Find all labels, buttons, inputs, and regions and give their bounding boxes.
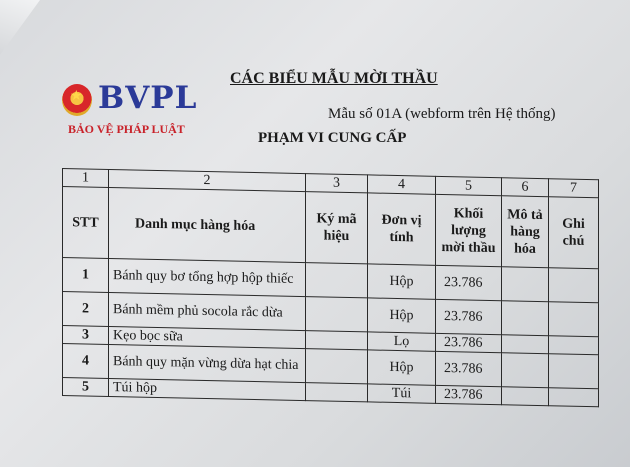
row-note <box>549 336 599 355</box>
form-number <box>328 106 555 123</box>
row-description <box>502 267 549 302</box>
row-quantity: 23.786 <box>436 299 502 334</box>
row-goods-name: Túi hộp <box>109 378 306 400</box>
row-goods-name: Kẹo bọc sữa <box>109 326 306 348</box>
header-row <box>63 187 599 269</box>
row-code <box>306 349 368 384</box>
logo-brand: BVPL <box>98 80 198 116</box>
row-stt: 5 <box>63 378 109 397</box>
row-goods-name: Bánh mềm phủ socola rắc dừa <box>109 292 306 330</box>
row-code <box>306 263 368 298</box>
header-stt: STT <box>63 187 109 259</box>
row-quantity: 23.786 <box>436 333 502 352</box>
header-code: Ký mã hiệu <box>306 192 368 264</box>
header-goods-list: Danh mục hàng hóa <box>109 187 306 262</box>
row-quantity: 23.786 <box>436 351 502 386</box>
column-number: 2 <box>109 169 306 191</box>
column-number: 4 <box>368 175 436 194</box>
row-quantity: 23.786 <box>436 385 502 404</box>
column-number: 7 <box>549 179 599 198</box>
row-description <box>502 353 549 388</box>
logo-tagline: BẢO VỆ PHÁP LUẬT <box>68 122 185 136</box>
row-note <box>549 388 599 407</box>
header-note: Ghi chú <box>549 197 599 269</box>
row-stt: 1 <box>63 258 109 293</box>
header-unit: Đơn vị tính <box>368 193 436 265</box>
column-number: 6 <box>502 178 549 197</box>
row-note <box>549 268 599 303</box>
row-stt: 3 <box>63 326 109 345</box>
header-quantity: Khối lượng mời thầu <box>436 194 502 266</box>
row-unit: Hộp <box>368 264 436 299</box>
form-label: Mẫu số 01A <box>328 106 402 122</box>
emblem-icon: ★ <box>62 84 92 116</box>
row-code <box>306 297 368 332</box>
row-description <box>502 301 549 336</box>
row-unit: Hộp <box>368 350 436 385</box>
row-unit: Hộp <box>368 298 436 333</box>
supply-scope-table <box>62 168 599 407</box>
row-note <box>549 354 599 389</box>
form-note: (webform trên Hệ thống) <box>405 106 556 122</box>
row-goods-name: Bánh quy mặn vừng dừa hạt chia <box>109 344 306 382</box>
row-note <box>549 302 599 337</box>
column-number: 3 <box>306 174 368 193</box>
column-number: 1 <box>63 169 109 188</box>
row-unit: Túi <box>368 384 436 403</box>
row-goods-name: Bánh quy bơ tổng hợp hộp thiếc <box>109 258 306 296</box>
row-stt: 2 <box>63 292 109 327</box>
row-quantity: 23.786 <box>436 265 502 300</box>
row-code <box>306 331 368 350</box>
row-unit: Lọ <box>368 332 436 351</box>
row-description <box>502 335 549 354</box>
page-corner <box>0 0 40 55</box>
header-description: Mô tả hàng hóa <box>502 196 549 268</box>
row-stt: 4 <box>63 344 109 379</box>
document-title: CÁC BIỂU MẪU MỜI THẦU <box>230 70 438 87</box>
row-code <box>306 383 368 402</box>
column-number: 5 <box>436 176 502 195</box>
row-description <box>502 387 549 406</box>
section-title: PHẠM VI CUNG CẤP <box>258 130 407 146</box>
